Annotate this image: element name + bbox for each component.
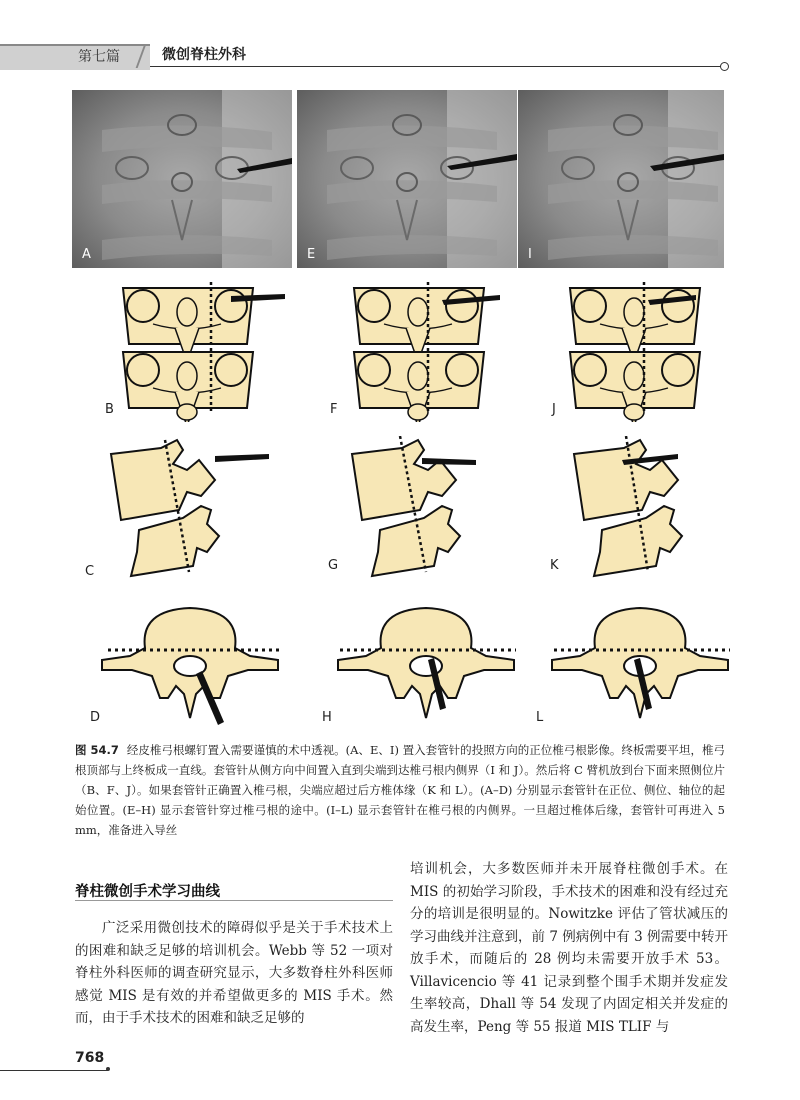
part-tab xyxy=(0,44,150,70)
panel-letter-j: J xyxy=(552,402,556,417)
xray-panel-i xyxy=(518,90,738,268)
trocar-needle xyxy=(215,454,269,462)
figure-label: 图 54.7 xyxy=(75,743,119,757)
header-rule-end-dot xyxy=(720,62,729,71)
xray-panel-a xyxy=(72,90,292,268)
page-header xyxy=(0,0,800,80)
footer-rule xyxy=(0,1070,108,1071)
lateral-diagram-g xyxy=(326,436,536,586)
xray-image xyxy=(518,90,724,268)
ap-diagram-j xyxy=(548,282,748,422)
ap-diagram-f xyxy=(330,282,530,422)
panel-letter-g: G xyxy=(328,558,339,573)
axial-diagram-d xyxy=(88,598,288,728)
page-number: 768 xyxy=(75,1050,105,1066)
panel-letter-k: K xyxy=(550,558,559,573)
section-rule xyxy=(75,900,393,901)
body-text-left-column: 广泛采用微创技术的障碍似乎是关于手术技术上的困难和缺乏足够的培训机会。Webb 等 52 一项对脊柱外科医师的调查研究显示，大多数脊柱外科医师感觉 MIS 是有效的并希望做更多的 MIS 手术。然而，由于手术技术的困难和缺乏足够的 xyxy=(75,920,393,1026)
caption-text: 经皮椎弓根螺钉置入需要谨慎的术中透视。(A、E、I) 置入套管针的投照方向的正位椎弓根影像。终板需要平坦，椎弓根顶部与上终板成一直线。套管针从侧方向中间置入直到尖端到达椎弓根内侧界（I 和 J）。然后将 C 臂机放到台下面来照侧位片（B、F、J）。如果套管针正确置入椎弓根，尖端应超过后方椎体缘（K 和 L）。(A–D) 分别显示套管针在正位、侧位、轴位的起始位置。(E–H) 显示套管针穿过椎弓根的途中。(I–L) 显示套管针在椎弓根的内侧界。一旦超过椎体后缘，套管针可再进入 5 mm，准备进入导丝 xyxy=(75,743,725,837)
panel-letter-f: F xyxy=(330,402,338,417)
xray-image xyxy=(297,90,517,268)
panel-letter-d: D xyxy=(90,710,101,725)
ap-diagram-b xyxy=(105,282,305,422)
panel-letter-l: L xyxy=(536,710,544,725)
section-heading: 脊柱微创手术学习曲线 xyxy=(75,884,220,900)
panel-letter-b: B xyxy=(105,402,114,417)
panel-letter-a: A xyxy=(82,247,91,262)
axial-diagram-h xyxy=(316,598,516,728)
xray-image xyxy=(72,90,292,268)
book-title: 微创脊柱外科 xyxy=(162,47,246,63)
figure-caption xyxy=(75,740,725,840)
panel-letter-i: I xyxy=(528,247,532,262)
panel-letter-h: H xyxy=(322,710,332,725)
lateral-diagram-k xyxy=(548,436,758,586)
axial-diagram-l xyxy=(530,598,730,728)
panel-letter-e: E xyxy=(307,247,316,262)
body-text-right-column: 培训机会，大多数医师并未开展脊柱微创手术。在 MIS 的初始学习阶段，手术技术的困难和没有经过充分的培训是很明显的。Nowitzke 评估了管状减压的学习曲线并注意到，前 7 例病例中有 3 例需要中转开放手术，而随后的 28 例均未需要开放手术 53。Villavicencio 等 41 记录到整个围手术期并发症发生率较高，Dhall 等 54 发现了内固定相关并发症的高发生率，Peng 等 55 报道 MIS TLIF 与 xyxy=(410,861,728,1035)
trocar-needle xyxy=(422,458,476,465)
panel-letter-c: C xyxy=(85,564,95,579)
part-label: 第七篇 xyxy=(78,49,120,65)
header-rule xyxy=(150,66,722,67)
footer-rule-dot xyxy=(106,1067,110,1071)
lateral-diagram-c xyxy=(85,436,295,586)
xray-panel-e xyxy=(297,90,517,268)
